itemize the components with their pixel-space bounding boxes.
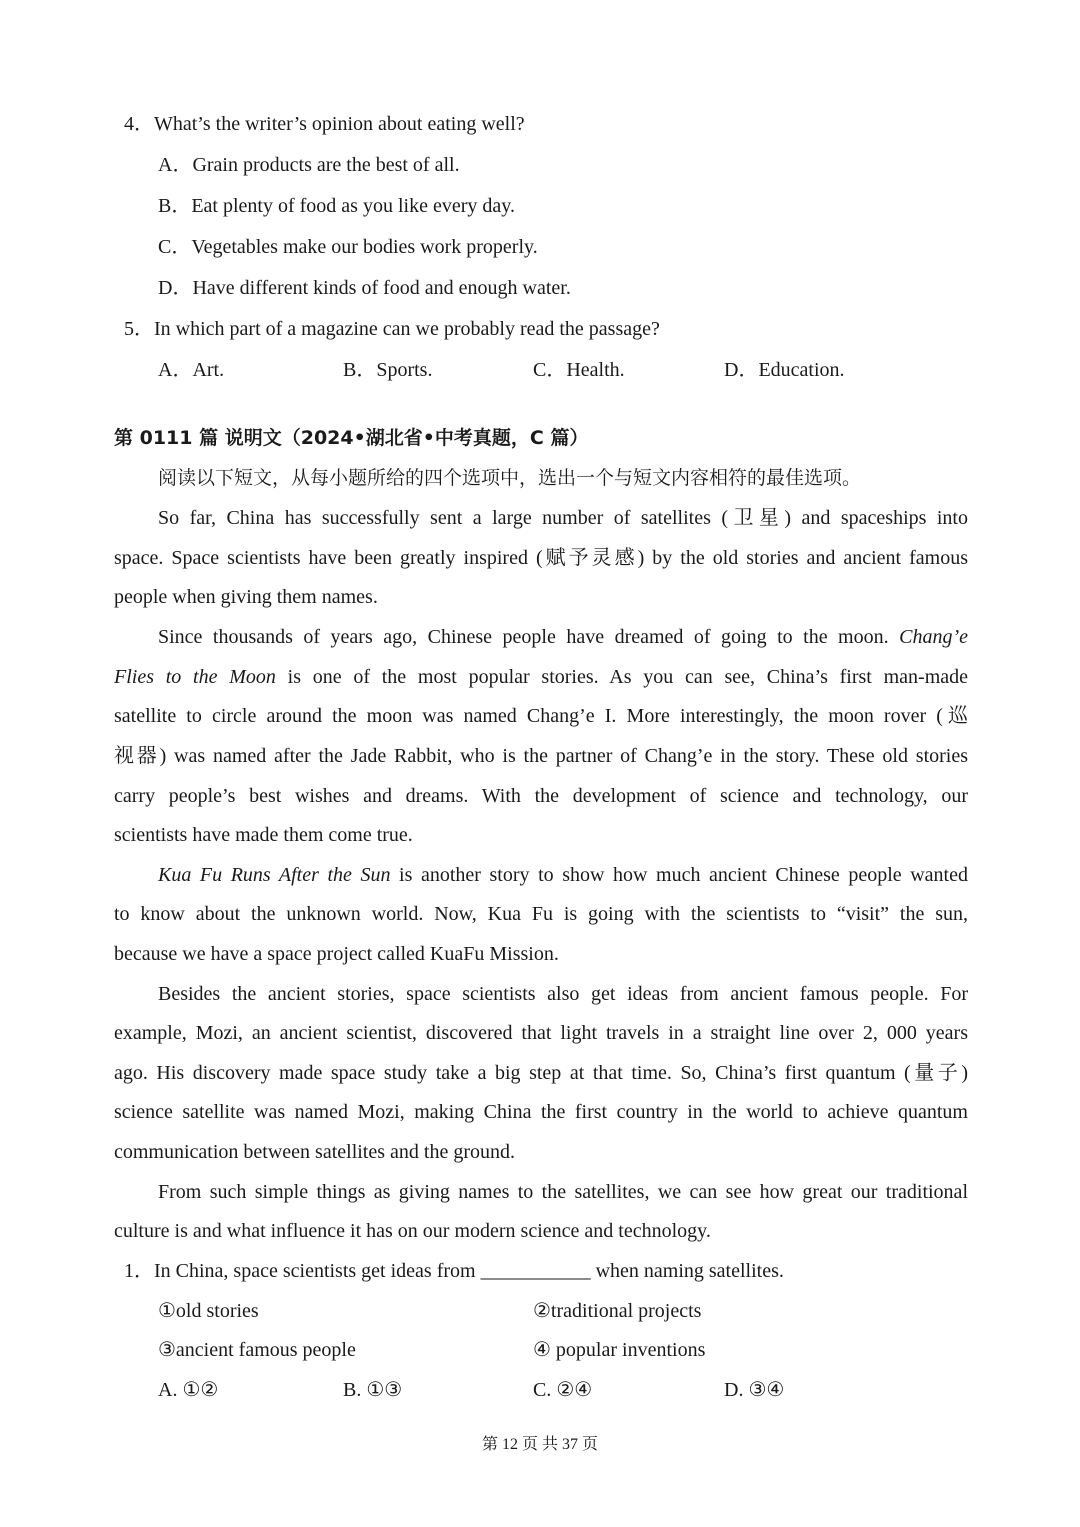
question-1-option-c: C. ②④: [533, 1379, 593, 1401]
question-1-item-3: ③ancient famous people: [158, 1339, 356, 1361]
question-4-option-d: D．Have different kinds of food and enough water.: [158, 277, 571, 299]
passage-p3-line2: to know about the unknown world. Now, Kua Fu is going with the scientists to “visit” the sun,: [114, 903, 968, 925]
passage-p3-line3: because we have a space project called KuaFu Mission.: [114, 943, 559, 965]
question-1-item-2: ②traditional projects: [533, 1300, 702, 1322]
passage-p1-line2: space. Space scientists have been greatly inspired (赋予灵感) by the old stories and ancient famous: [114, 547, 968, 569]
passage-p4-line3: ago. His discovery made space study take a big step at that time. So, China’s first quantum (量子): [114, 1062, 968, 1084]
question-1-option-b: B. ①③: [343, 1379, 403, 1401]
passage-p2-line5: carry people’s best wishes and dreams. With the development of science and technology, our: [114, 785, 968, 807]
question-4-option-c: C．Vegetables make our bodies work properly.: [158, 236, 538, 258]
question-5-option-a: A．Art.: [158, 359, 225, 381]
question-5-stem: 5．In which part of a magazine can we probably read the passage?: [124, 318, 660, 340]
question-5-option-b: B．Sports.: [343, 359, 433, 381]
passage-p1-line1: So far, China has successfully sent a large number of satellites (卫星) and spaceships into: [158, 507, 968, 529]
question-4-stem: 4．What’s the writer’s opinion about eating well?: [124, 113, 525, 135]
story-title-flies-to-moon: Flies to the Moon: [114, 666, 276, 688]
passage-p2-line1: Since thousands of years ago, Chinese people have dreamed of going to the moon. Chang’e: [158, 626, 968, 648]
passage-p4-line2: example, Mozi, an ancient scientist, discovered that light travels in a straight line over 2, 000 years: [114, 1022, 968, 1044]
passage-p4-line4: science satellite was named Mozi, making China the first country in the world to achieve quantum: [114, 1101, 968, 1123]
passage-p4-line5: communication between satellites and the ground.: [114, 1141, 515, 1163]
question-4-option-b: B．Eat plenty of food as you like every day.: [158, 195, 515, 217]
question-4-option-a: A．Grain products are the best of all.: [158, 154, 460, 176]
question-1-option-d: D. ③④: [724, 1379, 785, 1401]
passage-p2-line4: 视器) was named after the Jade Rabbit, who is the partner of Chang’e in the story. These old stories: [114, 745, 968, 767]
passage-p5-line2: culture is and what influence it has on our modern science and technology.: [114, 1220, 711, 1242]
passage-p2-line2: Flies to the Moon is one of the most popular stories. As you can see, China’s first man-made: [114, 666, 969, 688]
question-1-options: [0, 1377, 1080, 1403]
question-5-options: [0, 357, 1080, 383]
passage-p2-line6: scientists have made them come true.: [114, 824, 413, 846]
passage-p5-line1: From such simple things as giving names to the satellites, we can see how great our traditional: [158, 1181, 968, 1203]
story-title-changE: Chang’e: [899, 626, 968, 648]
question-1-option-a: A. ①②: [158, 1379, 219, 1401]
question-5-option-d: D．Education.: [724, 359, 845, 381]
section-heading: 第 0111 篇 说明文（2024•湖北省•中考真题，C 篇）: [114, 427, 589, 449]
question-1-item-1: ①old stories: [158, 1300, 259, 1322]
story-title-kua-fu: Kua Fu Runs After the Sun: [158, 864, 391, 886]
question-5-option-c: C．Health.: [533, 359, 625, 381]
passage-p1-line3: people when giving them names.: [114, 586, 378, 608]
question-1-item-4: ④ popular inventions: [533, 1339, 706, 1361]
passage-p2-line3: satellite to circle around the moon was named Chang’e I. More interestingly, the moon rover (巡: [114, 705, 968, 727]
passage-p4-line1: Besides the ancient stories, space scientists also get ideas from ancient famous people. For: [158, 983, 968, 1005]
passage-p3-line1: Kua Fu Runs After the Sun is another story to show how much ancient Chinese people wanted: [158, 864, 968, 886]
page-footer: 第 12 页 共 37 页: [481, 1436, 598, 1453]
question-1-stem: 1．In China, space scientists get ideas from ___________ when naming satellites.: [124, 1260, 784, 1282]
section-instruction: 阅读以下短文，从每小题所给的四个选项中，选出一个与短文内容相符的最佳选项。: [158, 467, 862, 489]
